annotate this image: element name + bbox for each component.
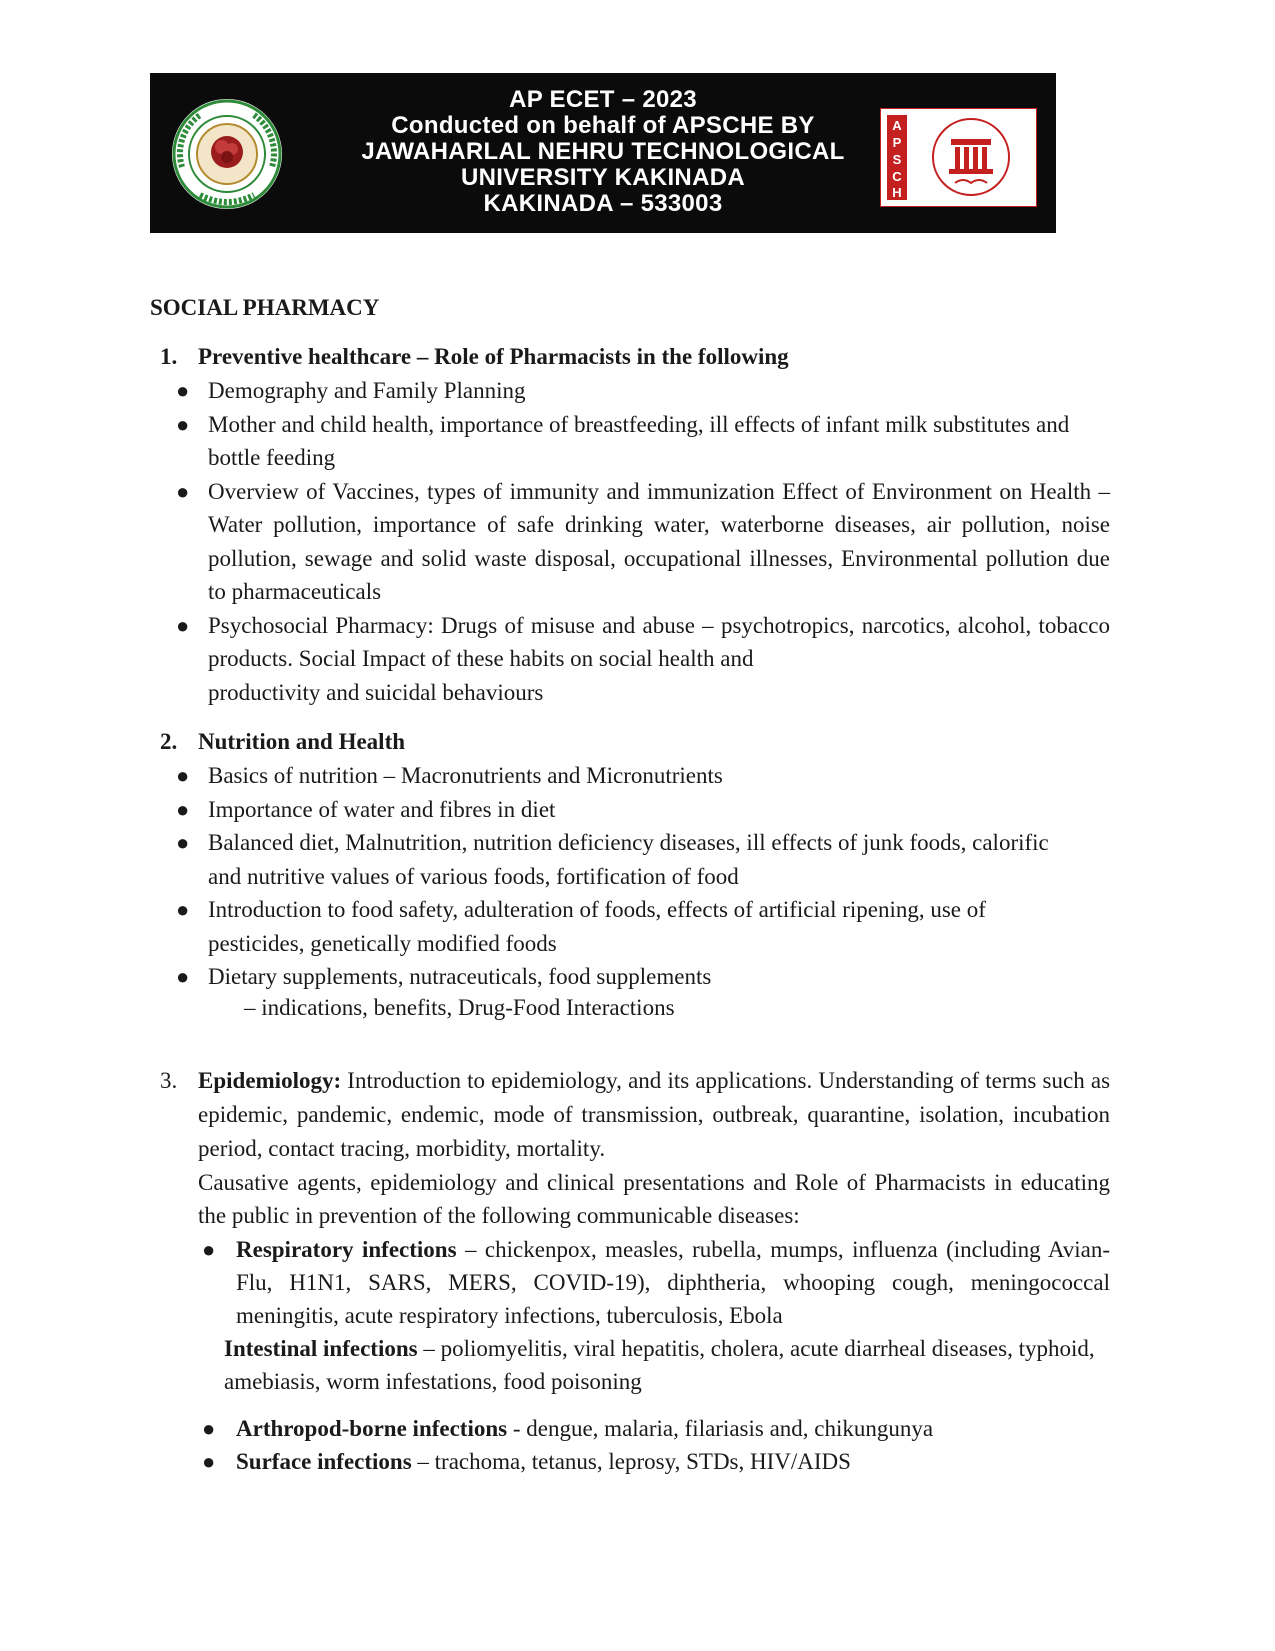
bullet-icon: ●	[176, 796, 190, 822]
banner-line: UNIVERSITY KAKINADA	[461, 164, 745, 191]
section-heading-text: Epidemiology:	[198, 1067, 342, 1093]
banner-line: Conducted on behalf of APSCHE BY	[391, 112, 815, 139]
list-item-label: Respiratory infections	[236, 1236, 457, 1262]
section-heading-text: Preventive healthcare – Role of Pharmacists in the following	[198, 344, 789, 369]
section-1	[150, 340, 1110, 709]
list-item-label: Surface infections	[236, 1448, 412, 1474]
bullet-list	[150, 374, 1110, 676]
list-item-text: Mother and child health, importance of breastfeeding, ill effects of infant milk substitutes and bottle feeding	[208, 411, 1070, 470]
bullet-icon: ●	[176, 378, 190, 403]
list-item-text: Demography and Family Planning	[208, 378, 526, 403]
list-item	[150, 826, 1110, 893]
list-item-text: – trachoma, tetanus, leprosy, STDs, HIV/AIDS	[411, 1448, 851, 1474]
banner-line: KAKINADA – 533003	[483, 190, 723, 217]
section-number: 1.	[160, 344, 178, 369]
list-item-text: Dietary supplements, nutraceuticals, food supplements	[208, 964, 712, 989]
list-item	[150, 475, 1110, 609]
bullet-icon: ●	[176, 964, 190, 989]
bullet-icon: ●	[176, 612, 190, 638]
list-item-continuation: productivity and suicidal behaviours	[208, 679, 544, 705]
list-item-text: – chickenpox, measles, rubella, mumps, influenza (including Avian-Flu, H1N1, SARS, MERS, COVID-19), diphtheria, whooping cough, meningococcal meningitis, acute respiratory infections, tuberculosis, Ebola	[236, 1236, 1111, 1328]
list-item-text: - dengue, malaria, filariasis and, chikungunya	[507, 1415, 934, 1441]
bullet-list	[150, 1412, 1110, 1478]
svg-text:S: S	[892, 152, 902, 167]
list-item	[150, 1412, 1110, 1445]
bullet-icon: ●	[176, 763, 190, 788]
apsche-logo-icon	[880, 108, 1037, 207]
list-item	[150, 609, 1110, 676]
list-item	[150, 960, 1110, 994]
svg-text:A: A	[892, 118, 902, 133]
list-item-text: Psychosocial Pharmacy: Drugs of misuse and abuse – psychotropics, narcotics, alcohol, tobacco products. Social Impact of these habits on social health and	[208, 612, 1110, 671]
list-item-subentry	[150, 1332, 1110, 1398]
document-body	[150, 295, 1110, 1478]
section-number: 3.	[160, 1067, 178, 1093]
section-2	[150, 725, 1110, 1022]
list-item	[150, 408, 1110, 475]
svg-text:H: H	[892, 185, 902, 200]
section-heading	[150, 1064, 1110, 1166]
list-item	[150, 759, 1110, 793]
header-banner	[150, 73, 1056, 233]
section-3	[150, 1064, 1110, 1478]
bullet-list	[150, 759, 1110, 994]
list-item-text: Overview of Vaccines, types of immunity and immunization Effect of Environment on Health – Water pollution, importance of safe drinking water, waterborne diseases, air pollution, noise pollution, sewage and solid waste disposal, occupational illnesses, Environmental pollution due to pharmaceuticals	[208, 478, 1110, 604]
section-heading	[150, 340, 1110, 374]
section-paragraph: Causative agents, epidemiology and clinical presentations and Role of Pharmacists in educating the public in prevention of the following communicable diseases:	[198, 1169, 1110, 1228]
bullet-icon: ●	[176, 411, 190, 437]
list-item-text: Importance of water and fibres in diet	[208, 796, 556, 822]
bullet-icon: ●	[176, 830, 190, 855]
bullet-icon: ●	[176, 478, 190, 504]
list-item-text: – poliomyelitis, viral hepatitis, cholera, acute diarrheal diseases, typhoid, amebiasis, worm infestations, food poisoning	[224, 1335, 1095, 1394]
banner-line: AP ECET – 2023	[509, 86, 697, 113]
list-item-label: Intestinal infections	[224, 1335, 418, 1361]
bullet-icon: ●	[202, 1236, 216, 1262]
list-item-continuation: – indications, benefits, Drug-Food Interactions	[244, 994, 675, 1020]
list-item	[150, 793, 1110, 827]
list-item-text: Balanced diet, Malnutrition, nutrition deficiency diseases, ill effects of junk foods, calorific and nutritive values of various foods, fortification of food	[208, 830, 1049, 889]
list-item	[150, 893, 1110, 960]
bullet-icon: ●	[202, 1415, 216, 1441]
banner-line: JAWAHARLAL NEHRU TECHNOLOGICAL	[361, 138, 845, 165]
page-title: SOCIAL PHARMACY	[150, 295, 380, 320]
svg-text:C: C	[892, 169, 902, 184]
list-item	[150, 1445, 1110, 1478]
bullet-icon: ●	[176, 897, 190, 922]
list-item	[150, 374, 1110, 408]
section-heading	[150, 725, 1110, 759]
bullet-icon: ●	[202, 1448, 216, 1474]
svg-text:P: P	[892, 135, 902, 150]
section-heading-text: Nutrition and Health	[198, 729, 406, 754]
list-item	[150, 1233, 1110, 1332]
bullet-list	[150, 1233, 1110, 1332]
list-item-label: Arthropod-borne infections	[236, 1415, 508, 1441]
section-number: 2.	[160, 729, 178, 754]
list-item-text: Introduction to food safety, adulteration of foods, effects of artificial ripening, use of pesticides, genetically modified foods	[208, 897, 986, 956]
section-intro: Introduction to epidemiology, and its applications. Understanding of terms such as epidemic, pandemic, endemic, mode of transmission, outbreak, quarantine, isolation, incubation period, contact tracing, morbidity, mortality.	[198, 1067, 1111, 1161]
list-item-text: Basics of nutrition – Macronutrients and Micronutrients	[208, 763, 723, 788]
